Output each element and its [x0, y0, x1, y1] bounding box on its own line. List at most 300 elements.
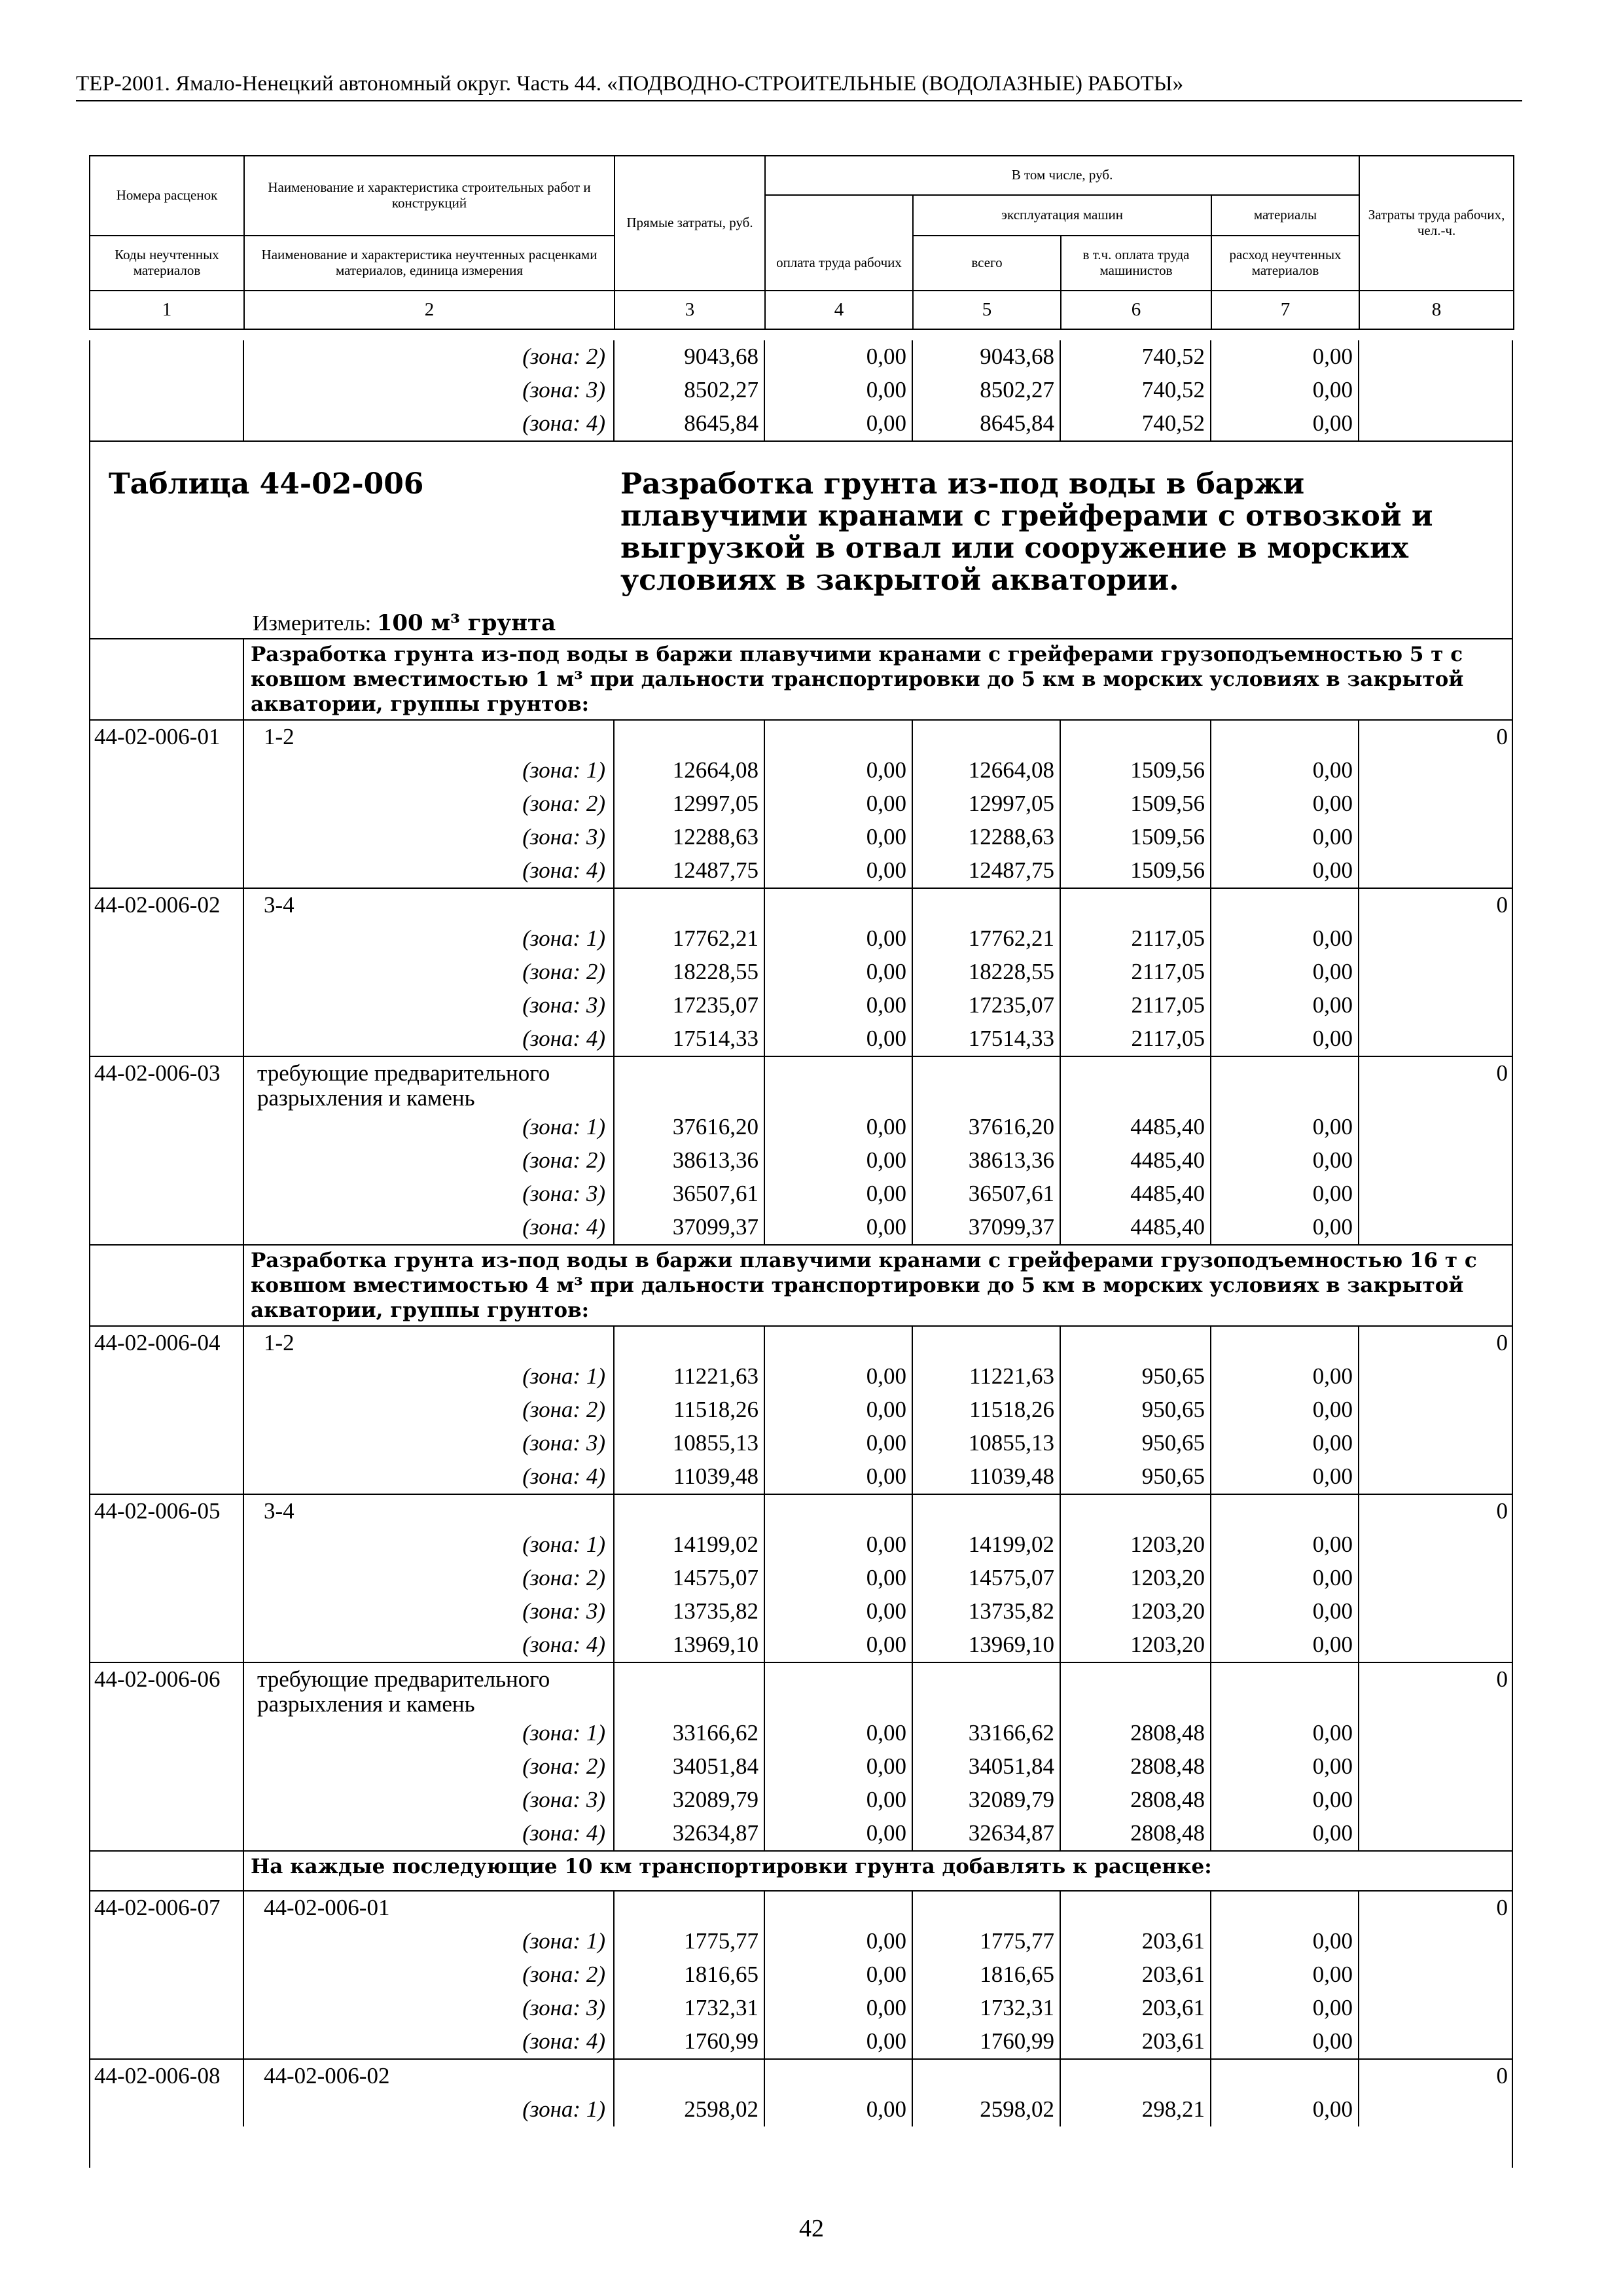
direct-costs-value: 10855,13	[614, 1427, 764, 1460]
labor-pay-value: 0,00	[764, 854, 912, 888]
operators-pay-value: 4485,40	[1060, 1111, 1211, 1144]
machines-total-value: 1775,77	[912, 1925, 1060, 1958]
rate-description: 3-4	[243, 888, 614, 922]
labor-hours-cell	[1359, 340, 1513, 374]
zone-label: (зона: 4)	[243, 407, 614, 441]
column-number: 3	[615, 291, 765, 329]
zone-label: (зона: 4)	[243, 1022, 614, 1056]
table-cell	[764, 1891, 912, 1925]
rate-row	[89, 720, 1513, 754]
direct-costs-value: 17235,07	[614, 989, 764, 1022]
machines-total-value: 11518,26	[912, 1393, 1060, 1427]
code-cell	[89, 1992, 243, 2025]
materials-value: 0,00	[1211, 1144, 1359, 1177]
zone-label: (зона: 3)	[243, 821, 614, 854]
rate-description: требующие предварительного разрыхления и камень	[243, 1056, 614, 1111]
labor-pay-value: 0,00	[764, 2025, 912, 2059]
machines-total-value: 2598,02	[912, 2093, 1060, 2126]
table-cell	[1211, 720, 1359, 754]
labor-hours-cell	[1359, 922, 1513, 956]
unit-prefix: Измеритель:	[253, 611, 372, 636]
table-cell	[1211, 1326, 1359, 1360]
zone-row	[89, 1211, 1513, 1245]
labor-hours-value: 0	[1359, 1891, 1513, 1925]
labor-hours-value: 0	[1359, 1326, 1513, 1360]
section-subheader: Разработка грунта из-под воды в баржи плавучими кранами с грейферами грузоподъемностью 16 т с ковшом вместимостью 4 м³ при дальности транспортировки до 5 км в морских условиях в закрытой акватории, группы грунтов:	[243, 1245, 1513, 1326]
column-number: 1	[90, 291, 244, 329]
table-cell	[614, 1326, 764, 1360]
zone-label: (зона: 3)	[243, 1784, 614, 1817]
labor-hours-cell	[1359, 1022, 1513, 1056]
labor-pay-value: 0,00	[764, 989, 912, 1022]
table-cell	[1211, 1662, 1359, 1717]
direct-costs-value: 1775,77	[614, 1925, 764, 1958]
direct-costs-value: 11039,48	[614, 1460, 764, 1494]
materials-value: 0,00	[1211, 821, 1359, 854]
machines-total-value: 14199,02	[912, 1528, 1060, 1562]
zone-row	[89, 1144, 1513, 1177]
col-machines-total-header: всего	[913, 236, 1061, 291]
col-work-name-header: Наименование и характеристика строительных работ и конструкций	[244, 156, 615, 236]
labor-hours-cell	[1359, 821, 1513, 854]
machines-total-value: 12997,05	[912, 787, 1060, 821]
code-cell	[89, 2093, 243, 2126]
operators-pay-value: 203,61	[1060, 1958, 1211, 1992]
table-cell	[764, 1494, 912, 1528]
zone-label: (зона: 1)	[243, 754, 614, 787]
labor-hours-cell	[1359, 1784, 1513, 1817]
machines-total-value: 38613,36	[912, 1144, 1060, 1177]
rate-row	[89, 1891, 1513, 1925]
zone-row	[89, 922, 1513, 956]
zone-row	[89, 1528, 1513, 1562]
labor-pay-value: 0,00	[764, 1022, 912, 1056]
operators-pay-value: 950,65	[1060, 1360, 1211, 1393]
table-cell	[764, 720, 912, 754]
labor-pay-value: 0,00	[764, 1177, 912, 1211]
operators-pay-value: 2808,48	[1060, 1717, 1211, 1750]
table-cell	[614, 888, 764, 922]
section-subheader: На каждые последующие 10 км транспортировки грунта добавлять к расценке:	[243, 1851, 1513, 1891]
operators-pay-value: 950,65	[1060, 1460, 1211, 1494]
labor-hours-cell	[1359, 956, 1513, 989]
direct-costs-value: 32634,87	[614, 1817, 764, 1851]
table-title-block	[89, 441, 1513, 639]
labor-hours-value: 0	[1359, 2059, 1513, 2093]
direct-costs-value: 36507,61	[614, 1177, 764, 1211]
zone-row	[89, 1111, 1513, 1144]
table-cell	[614, 1662, 764, 1717]
col-materials-group-header: материалы	[1211, 195, 1359, 236]
zone-row	[89, 854, 1513, 888]
direct-costs-value: 12288,63	[614, 821, 764, 854]
zone-row	[89, 1427, 1513, 1460]
labor-hours-value: 0	[1359, 888, 1513, 922]
table-cell	[912, 1662, 1060, 1717]
table-cell	[1060, 1494, 1211, 1528]
materials-value: 0,00	[1211, 787, 1359, 821]
rates-table	[89, 340, 1513, 2126]
machines-total-value: 10855,13	[912, 1427, 1060, 1460]
rate-row	[89, 2059, 1513, 2093]
rate-code: 44-02-006-05	[89, 1494, 243, 1528]
labor-hours-cell	[1359, 2025, 1513, 2059]
labor-hours-cell	[1359, 787, 1513, 821]
materials-value: 0,00	[1211, 1177, 1359, 1211]
materials-value: 0,00	[1211, 1111, 1359, 1144]
code-cell	[89, 1925, 243, 1958]
col-machines-group-header: эксплуатация машин	[913, 195, 1211, 236]
materials-value: 0,00	[1211, 1528, 1359, 1562]
rate-description: требующие предварительного разрыхления и камень	[243, 1662, 614, 1717]
zone-row	[89, 1817, 1513, 1851]
zone-row	[89, 1992, 1513, 2025]
operators-pay-value: 1203,20	[1060, 1528, 1211, 1562]
operators-pay-value: 1509,56	[1060, 821, 1211, 854]
operators-pay-value: 740,52	[1060, 340, 1211, 374]
labor-hours-cell	[1359, 1528, 1513, 1562]
zone-label: (зона: 2)	[243, 956, 614, 989]
operators-pay-value: 2117,05	[1060, 1022, 1211, 1056]
rate-code: 44-02-006-04	[89, 1326, 243, 1360]
direct-costs-value: 9043,68	[614, 340, 764, 374]
code-cell	[89, 1111, 243, 1144]
zone-row	[89, 1360, 1513, 1393]
rate-row	[89, 1056, 1513, 1111]
col-labor-hours-header: Затраты труда рабочих, чел.-ч.	[1359, 156, 1514, 291]
labor-hours-cell	[1359, 1562, 1513, 1595]
direct-costs-value: 14575,07	[614, 1562, 764, 1595]
table-cell	[764, 1326, 912, 1360]
materials-value: 0,00	[1211, 1750, 1359, 1784]
zone-row	[89, 407, 1513, 441]
section-subheader-row	[89, 1851, 1513, 1891]
code-cell	[89, 1528, 243, 1562]
direct-costs-value: 1816,65	[614, 1958, 764, 1992]
table-title-row	[89, 441, 1513, 639]
direct-costs-value: 12997,05	[614, 787, 764, 821]
zone-label: (зона: 2)	[243, 1958, 614, 1992]
zone-label: (зона: 2)	[243, 1750, 614, 1784]
table-cell	[912, 1891, 1060, 1925]
direct-costs-value: 8645,84	[614, 407, 764, 441]
labor-pay-value: 0,00	[764, 407, 912, 441]
labor-pay-value: 0,00	[764, 1595, 912, 1628]
machines-total-value: 8502,27	[912, 374, 1060, 407]
code-cell	[89, 1022, 243, 1056]
rate-code: 44-02-006-02	[89, 888, 243, 922]
table-cell	[614, 1056, 764, 1111]
operators-pay-value: 4485,40	[1060, 1211, 1211, 1245]
operators-pay-value: 2808,48	[1060, 1784, 1211, 1817]
table-cell	[912, 888, 1060, 922]
direct-costs-value: 38613,36	[614, 1144, 764, 1177]
labor-hours-cell	[1359, 374, 1513, 407]
machines-total-value: 18228,55	[912, 956, 1060, 989]
col-direct-costs-header: Прямые затраты, руб.	[615, 156, 765, 291]
labor-hours-cell	[1359, 1460, 1513, 1494]
table-cell	[764, 888, 912, 922]
labor-hours-cell	[1359, 1992, 1513, 2025]
direct-costs-value: 37099,37	[614, 1211, 764, 1245]
code-cell	[89, 1211, 243, 1245]
labor-hours-cell	[1359, 1144, 1513, 1177]
col-operators-pay-header: в т.ч. оплата труда машинистов	[1061, 236, 1211, 291]
code-cell	[89, 1784, 243, 1817]
zone-row	[89, 1784, 1513, 1817]
code-cell	[89, 374, 243, 407]
materials-value: 0,00	[1211, 754, 1359, 787]
materials-value: 0,00	[1211, 1393, 1359, 1427]
code-cell	[89, 639, 243, 720]
zone-label: (зона: 4)	[243, 1628, 614, 1662]
measurement-unit	[253, 607, 556, 640]
unit-value: 100 м³ грунта	[376, 610, 556, 636]
labor-hours-cell	[1359, 1750, 1513, 1784]
labor-pay-value: 0,00	[764, 374, 912, 407]
machines-total-value: 12487,75	[912, 854, 1060, 888]
table-cell	[764, 1056, 912, 1111]
zone-label: (зона: 2)	[243, 1393, 614, 1427]
materials-value: 0,00	[1211, 989, 1359, 1022]
rate-description: 1-2	[243, 720, 614, 754]
labor-hours-cell	[1359, 1817, 1513, 1851]
operators-pay-value: 298,21	[1060, 2093, 1211, 2126]
table-number: Таблица 44-02-006	[109, 467, 424, 501]
operators-pay-value: 1203,20	[1060, 1562, 1211, 1595]
table-cell	[912, 1326, 1060, 1360]
machines-total-value: 1816,65	[912, 1958, 1060, 1992]
labor-hours-cell	[1359, 1958, 1513, 1992]
table-cell	[1060, 1891, 1211, 1925]
labor-hours-cell	[1359, 1177, 1513, 1211]
operators-pay-value: 950,65	[1060, 1393, 1211, 1427]
machines-total-value: 37616,20	[912, 1111, 1060, 1144]
zone-row	[89, 1393, 1513, 1427]
operators-pay-value: 2808,48	[1060, 1817, 1211, 1851]
zone-row	[89, 1958, 1513, 1992]
zone-label: (зона: 1)	[243, 1717, 614, 1750]
table-cell	[912, 720, 1060, 754]
labor-pay-value: 0,00	[764, 1562, 912, 1595]
col-materials-use-header: расход неучтенных материалов	[1211, 236, 1359, 291]
rate-row	[89, 888, 1513, 922]
zone-row	[89, 1595, 1513, 1628]
operators-pay-value: 1509,56	[1060, 787, 1211, 821]
zone-row	[89, 1717, 1513, 1750]
labor-pay-value: 0,00	[764, 1784, 912, 1817]
zone-label: (зона: 1)	[243, 1360, 614, 1393]
operators-pay-value: 203,61	[1060, 1992, 1211, 2025]
labor-pay-value: 0,00	[764, 2093, 912, 2126]
zone-row	[89, 787, 1513, 821]
operators-pay-value: 1509,56	[1060, 754, 1211, 787]
table-cell	[1060, 1326, 1211, 1360]
materials-value: 0,00	[1211, 1958, 1359, 1992]
materials-value: 0,00	[1211, 374, 1359, 407]
labor-hours-cell	[1359, 407, 1513, 441]
zone-label: (зона: 3)	[243, 1427, 614, 1460]
code-cell	[89, 821, 243, 854]
labor-pay-value: 0,00	[764, 956, 912, 989]
labor-hours-cell	[1359, 1427, 1513, 1460]
materials-value: 0,00	[1211, 1717, 1359, 1750]
code-cell	[89, 1427, 243, 1460]
zone-label: (зона: 1)	[243, 1528, 614, 1562]
rate-code: 44-02-006-01	[89, 720, 243, 754]
labor-hours-value: 0	[1359, 1662, 1513, 1717]
zone-label: (зона: 4)	[243, 1211, 614, 1245]
code-cell	[89, 989, 243, 1022]
labor-pay-value: 0,00	[764, 1211, 912, 1245]
labor-hours-cell	[1359, 2093, 1513, 2126]
operators-pay-value: 203,61	[1060, 2025, 1211, 2059]
labor-pay-value: 0,00	[764, 922, 912, 956]
machines-total-value: 11221,63	[912, 1360, 1060, 1393]
zone-row	[89, 1750, 1513, 1784]
labor-pay-value: 0,00	[764, 1817, 912, 1851]
machines-total-value: 33166,62	[912, 1717, 1060, 1750]
operators-pay-value: 2117,05	[1060, 956, 1211, 989]
machines-total-value: 34051,84	[912, 1750, 1060, 1784]
direct-costs-value: 11518,26	[614, 1393, 764, 1427]
labor-pay-value: 0,00	[764, 1360, 912, 1393]
direct-costs-value: 13969,10	[614, 1628, 764, 1662]
column-header-table	[89, 155, 1514, 330]
running-header: ТЕР-2001. Ямало-Ненецкий автономный округ. Часть 44. «ПОДВОДНО-СТРОИТЕЛЬНЫЕ (ВОДОЛАЗНЫЕ) РАБОТЫ»	[76, 72, 1522, 101]
direct-costs-value: 11221,63	[614, 1360, 764, 1393]
direct-costs-value: 8502,27	[614, 374, 764, 407]
table-cell	[912, 1056, 1060, 1111]
table-cell	[614, 1494, 764, 1528]
table-cell	[912, 1494, 1060, 1528]
operators-pay-value: 740,52	[1060, 407, 1211, 441]
materials-value: 0,00	[1211, 1992, 1359, 2025]
labor-hours-cell	[1359, 1111, 1513, 1144]
table-cell	[1211, 1494, 1359, 1528]
labor-hours-cell	[1359, 989, 1513, 1022]
machines-total-value: 9043,68	[912, 340, 1060, 374]
labor-pay-value: 0,00	[764, 1958, 912, 1992]
column-number: 2	[244, 291, 615, 329]
section-subheader: Разработка грунта из-под воды в баржи плавучими кранами с грейферами грузоподъемностью 5 т с ковшом вместимостью 1 м³ при дальности транспортировки до 5 км в морских условиях в закрытой акватории, группы грунтов:	[243, 639, 1513, 720]
zone-label: (зона: 3)	[243, 989, 614, 1022]
zone-row	[89, 2093, 1513, 2126]
rate-code: 44-02-006-06	[89, 1662, 243, 1717]
direct-costs-value: 17762,21	[614, 922, 764, 956]
zone-label: (зона: 4)	[243, 1817, 614, 1851]
direct-costs-value: 1760,99	[614, 2025, 764, 2059]
labor-pay-value: 0,00	[764, 1460, 912, 1494]
zone-row	[89, 1562, 1513, 1595]
materials-value: 0,00	[1211, 1211, 1359, 1245]
code-cell	[89, 1360, 243, 1393]
rate-code: 44-02-006-07	[89, 1891, 243, 1925]
materials-value: 0,00	[1211, 1460, 1359, 1494]
materials-value: 0,00	[1211, 1562, 1359, 1595]
labor-pay-value: 0,00	[764, 1427, 912, 1460]
operators-pay-value: 4485,40	[1060, 1177, 1211, 1211]
labor-pay-value: 0,00	[764, 1925, 912, 1958]
code-cell	[89, 1717, 243, 1750]
table-cell	[614, 1891, 764, 1925]
rate-description: 1-2	[243, 1326, 614, 1360]
direct-costs-value: 33166,62	[614, 1717, 764, 1750]
table-cell	[912, 2059, 1060, 2093]
labor-pay-value: 0,00	[764, 1628, 912, 1662]
materials-value: 0,00	[1211, 1628, 1359, 1662]
zone-label: (зона: 2)	[243, 1562, 614, 1595]
labor-pay-value: 0,00	[764, 1992, 912, 2025]
table-cell	[1211, 1891, 1359, 1925]
col-including-group-header: В том числе, руб.	[765, 156, 1359, 195]
zone-row	[89, 374, 1513, 407]
zone-label: (зона: 2)	[243, 1144, 614, 1177]
code-cell	[89, 407, 243, 441]
direct-costs-value: 12487,75	[614, 854, 764, 888]
direct-costs-value: 2598,02	[614, 2093, 764, 2126]
rate-description: 44-02-006-02	[243, 2059, 614, 2093]
materials-value: 0,00	[1211, 2093, 1359, 2126]
materials-value: 0,00	[1211, 1360, 1359, 1393]
column-number: 4	[765, 291, 913, 329]
direct-costs-value: 13735,82	[614, 1595, 764, 1628]
machines-total-value: 37099,37	[912, 1211, 1060, 1245]
direct-costs-value: 14199,02	[614, 1528, 764, 1562]
rates-table-body	[89, 340, 1513, 2168]
table-cell	[1060, 1662, 1211, 1717]
operators-pay-value: 4485,40	[1060, 1144, 1211, 1177]
zone-row	[89, 821, 1513, 854]
direct-costs-value: 18228,55	[614, 956, 764, 989]
labor-hours-cell	[1359, 1393, 1513, 1427]
zone-row	[89, 1460, 1513, 1494]
page-number: 42	[799, 2215, 824, 2242]
machines-total-value: 17762,21	[912, 922, 1060, 956]
column-number: 6	[1061, 291, 1211, 329]
rate-row	[89, 1326, 1513, 1360]
labor-pay-value: 0,00	[764, 821, 912, 854]
direct-costs-value: 17514,33	[614, 1022, 764, 1056]
operators-pay-value: 203,61	[1060, 1925, 1211, 1958]
materials-value: 0,00	[1211, 1784, 1359, 1817]
operators-pay-value: 740,52	[1060, 374, 1211, 407]
zone-row	[89, 340, 1513, 374]
labor-hours-cell	[1359, 1925, 1513, 1958]
rate-code: 44-02-006-08	[89, 2059, 243, 2093]
machines-total-value: 8645,84	[912, 407, 1060, 441]
code-cell	[89, 1393, 243, 1427]
section-subheader-row	[89, 1245, 1513, 1326]
operators-pay-value: 2117,05	[1060, 922, 1211, 956]
machines-total-value: 11039,48	[912, 1460, 1060, 1494]
code-cell	[89, 1628, 243, 1662]
table-cell	[764, 1662, 912, 1717]
machines-total-value: 32634,87	[912, 1817, 1060, 1851]
zone-label: (зона: 1)	[243, 1111, 614, 1144]
zone-label: (зона: 3)	[243, 374, 614, 407]
zone-label: (зона: 1)	[243, 922, 614, 956]
column-number: 8	[1359, 291, 1514, 329]
zone-row	[89, 754, 1513, 787]
zone-row	[89, 1925, 1513, 1958]
zone-label: (зона: 3)	[243, 1177, 614, 1211]
labor-pay-value: 0,00	[764, 1528, 912, 1562]
machines-total-value: 1732,31	[912, 1992, 1060, 2025]
operators-pay-value: 950,65	[1060, 1427, 1211, 1460]
code-cell	[89, 1595, 243, 1628]
zone-row	[89, 1177, 1513, 1211]
